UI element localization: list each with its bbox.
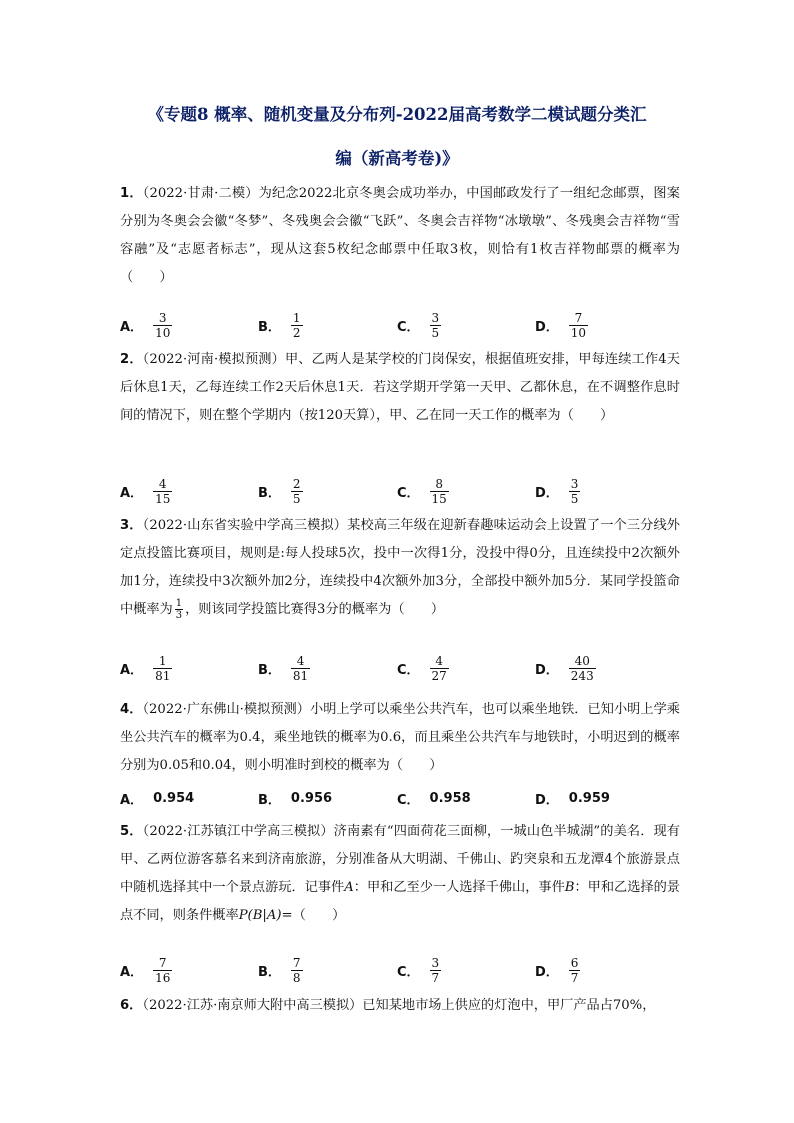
option-d[interactable]: D． 0.959 bbox=[535, 790, 610, 808]
question-number: 6． bbox=[120, 998, 143, 1013]
fraction: $\frac{4}{81}$ bbox=[292, 653, 309, 683]
inline-fraction: $\frac{1}{3}$ bbox=[175, 598, 183, 621]
fraction: $\frac{4}{27}$ bbox=[431, 653, 447, 683]
option-a[interactable]: A． $\frac{3}{10}$ bbox=[120, 310, 171, 340]
question-number: 4． bbox=[120, 702, 143, 717]
option-b[interactable]: B． $\frac{7}{8}$ bbox=[258, 955, 301, 985]
question-text-tail: ，则该同学投篮比赛得3分的概率为（ ） bbox=[185, 602, 445, 617]
fraction: $\frac{3}{7}$ bbox=[431, 955, 440, 985]
option-b[interactable]: B． $\frac{4}{81}$ bbox=[258, 653, 309, 683]
question-2-options bbox=[120, 471, 680, 511]
question-6 bbox=[120, 992, 680, 1020]
document-title-line-2: 编（新高考卷)》 bbox=[335, 149, 459, 168]
fraction: $\frac{3}{5}$ bbox=[431, 310, 440, 340]
question-text: （2022·江苏·南京师大附中高三模拟）已知某地市场上供应的灯泡中，甲厂产品占70%， bbox=[142, 998, 656, 1013]
option-a[interactable]: A． 0.954 bbox=[120, 790, 195, 808]
question-text: （2022·江苏镇江中学高三模拟）济南素有“四面荷花三面柳，一城山色半城湖”的美名．现有甲、乙两位游客慕名来到济南旅游，分别准备从大明湖、千佛山、趵突泉和五龙潭4个旅游景点中随机选择其中一个景点游玩．记事件 bbox=[120, 824, 680, 895]
question-1 bbox=[120, 180, 680, 292]
fraction: $\frac{2}{5}$ bbox=[292, 476, 301, 506]
question-1-options bbox=[120, 305, 680, 345]
question-3 bbox=[120, 512, 680, 624]
question-number: 3． bbox=[120, 518, 143, 533]
document-title-line-1: 《专题8 概率、随机变量及分布列-2022届高考数学二模试题分类汇 bbox=[147, 105, 647, 124]
question-4 bbox=[120, 696, 680, 780]
fraction: $\frac{3}{10}$ bbox=[155, 310, 171, 340]
option-c[interactable]: C． 0.958 bbox=[397, 790, 471, 808]
fraction: $\frac{1}{81}$ bbox=[155, 653, 171, 683]
question-5 bbox=[120, 818, 680, 930]
question-text: （2022·广东佛山·模拟预测）小明上学可以乘坐公共汽车，也可以乘坐地铁．已知小明上学乘坐公共汽车的概率为0.4，乘坐地铁的概率为0.6，而且乘坐公共汽车与地铁时，小明迟到的概率分别为0.05和0.04，则小明准时到校的概率为（ ） bbox=[120, 702, 680, 773]
option-a[interactable]: A． $\frac{7}{16}$ bbox=[120, 955, 171, 985]
fraction: $\frac{40}{243}$ bbox=[570, 653, 594, 683]
option-b[interactable]: B． 0.956 bbox=[258, 790, 333, 808]
option-b[interactable]: B． $\frac{2}{5}$ bbox=[258, 476, 301, 506]
option-d[interactable]: D． $\frac{40}{243}$ bbox=[535, 653, 594, 683]
option-b[interactable]: B． $\frac{1}{2}$ bbox=[258, 310, 301, 340]
question-5-options bbox=[120, 950, 680, 990]
question-2 bbox=[120, 346, 680, 430]
event-a: A bbox=[344, 880, 354, 895]
fraction: $\frac{7}{10}$ bbox=[570, 310, 587, 340]
question-text: （2022·河南·模拟预测）甲、乙两人是某学校的门岗保安，根据值班安排，甲每连续工作4天后休息1天，乙每连续工作2天后休息1天．若这学期开学第一天甲、乙都休息，在不调整作息时间的情况下，则在整个学期内（按120天算），甲、乙在同一天工作的概率为（ ） bbox=[120, 352, 680, 423]
fraction: $\frac{7}{8}$ bbox=[292, 955, 301, 985]
question-text-4: =（ ） bbox=[281, 908, 346, 923]
fraction: $\frac{1}{2}$ bbox=[292, 310, 301, 340]
question-number: 5． bbox=[120, 824, 143, 839]
option-c[interactable]: C． $\frac{8}{15}$ bbox=[397, 476, 447, 506]
question-text: （2022·山东省实验中学高三模拟）某校高三年级在迎新春趣味运动会上设置了一个三分线外定点投篮比赛项目，规则是:每人投球5次，投中一次得1分，没投中得0分，且连续投中2次额外加1分，连续投中3次额外加2分，连续投中4次额外加3分，全部投中额外加5分．某同学投篮命中概率为 bbox=[120, 518, 680, 617]
event-b: B bbox=[564, 880, 575, 895]
question-text: （2022·甘肃·二模）为纪念2022北京冬奥会成功举办，中国邮政发行了一组纪念邮票，图案分别为冬奥会会徽“冬梦”、冬残奥会会徽“飞跃”、冬奥会吉祥物“冰墩墩”、冬残奥会吉祥物“雪容融”及“志愿者标志”，现从这套5枚纪念邮票中任取3枚，则恰有1枚吉祥物邮票的概率为（ ） bbox=[120, 186, 680, 285]
question-3-options bbox=[120, 648, 680, 688]
question-number: 2． bbox=[120, 352, 143, 367]
option-c[interactable]: C． $\frac{3}{7}$ bbox=[397, 955, 440, 985]
option-c[interactable]: C． $\frac{4}{27}$ bbox=[397, 653, 447, 683]
option-d[interactable]: D． $\frac{3}{5}$ bbox=[535, 476, 579, 506]
fraction: $\frac{3}{5}$ bbox=[570, 476, 579, 506]
fraction: $\frac{6}{7}$ bbox=[570, 955, 579, 985]
conditional-probability: P(B|A) bbox=[238, 908, 282, 923]
option-a[interactable]: A． $\frac{1}{81}$ bbox=[120, 653, 171, 683]
option-a[interactable]: A． $\frac{4}{15}$ bbox=[120, 476, 171, 506]
question-number: 1． bbox=[120, 186, 143, 201]
option-c[interactable]: C． $\frac{3}{5}$ bbox=[397, 310, 440, 340]
option-d[interactable]: D． $\frac{7}{10}$ bbox=[535, 310, 587, 340]
question-text-3: ：甲和乙选择的景点不同，则条件概率 bbox=[120, 880, 680, 923]
question-text-2: ：甲和乙至少一人选择千佛山，事件 bbox=[353, 880, 565, 895]
question-4-options bbox=[120, 778, 680, 818]
fraction: $\frac{7}{16}$ bbox=[155, 955, 171, 985]
fraction: $\frac{4}{15}$ bbox=[155, 476, 171, 506]
fraction: $\frac{8}{15}$ bbox=[431, 476, 447, 506]
option-d[interactable]: D． $\frac{6}{7}$ bbox=[535, 955, 579, 985]
